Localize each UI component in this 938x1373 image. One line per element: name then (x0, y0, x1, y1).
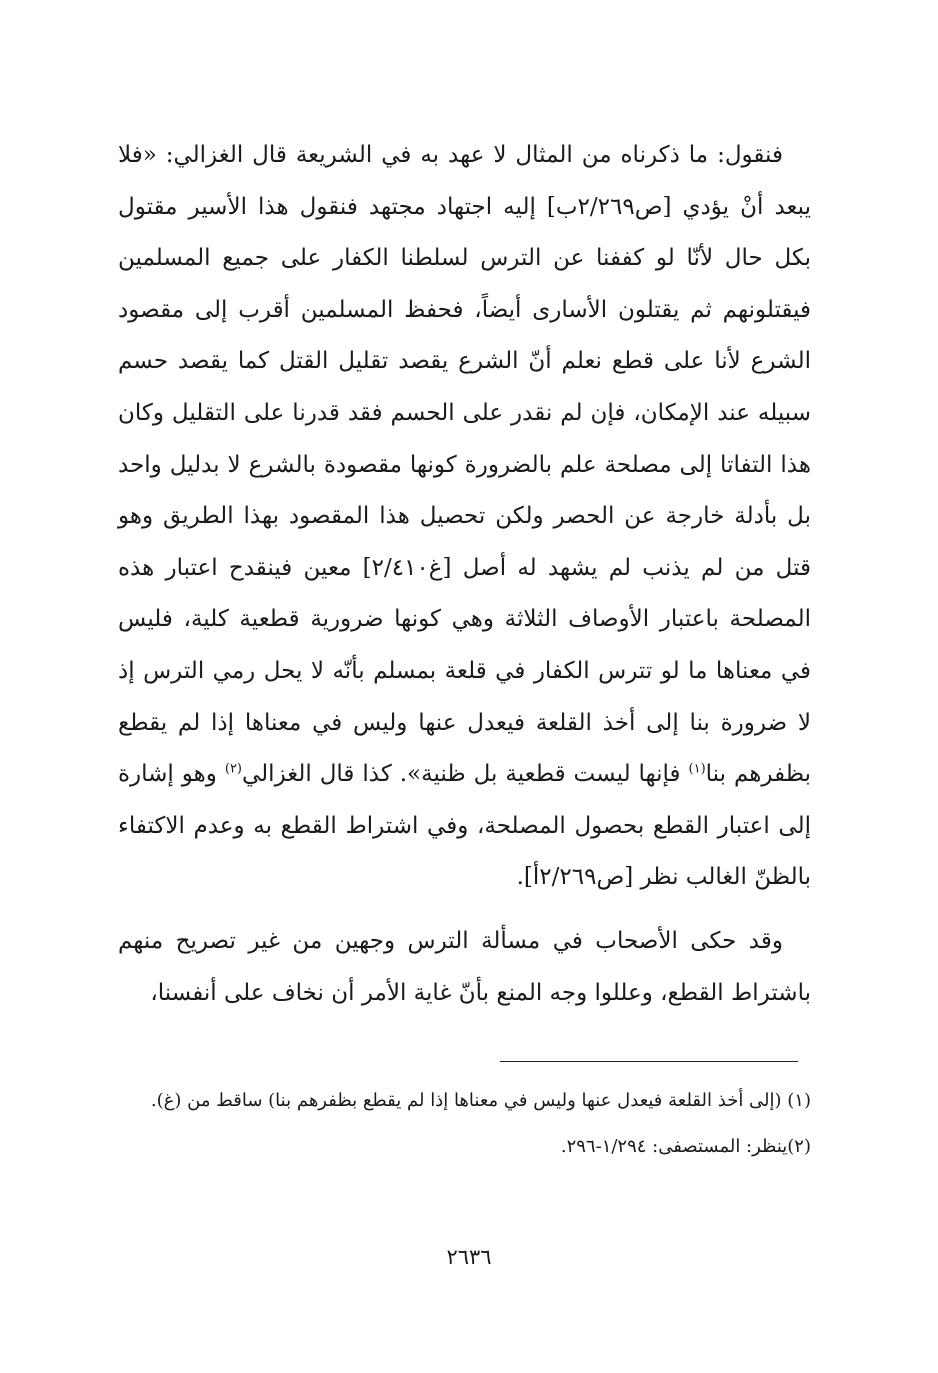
footnote-ref-2: (٢) (224, 761, 242, 777)
footnote-divider (500, 1061, 798, 1062)
footnote-1: (١) (إلى أخذ القلعة فيعدل عنها وليس في معناها إذا لم يقطع بظفرهم بنا) ساقط من (غ). (150, 1090, 811, 1111)
paragraph-2: وقد حكى الأصحاب في مسألة الترس وجهين من غير تصريح منهم باشتراط القطع، وعللوا وجه المنع بأنّ غاية الأمر أن نخاف على أنفسنا، (118, 927, 811, 1006)
paragraph-1-end-text: وهو إشارة إلى اعتبار القطع بحصول المصلحة، وفي اشتراط القطع به وعدم الاكتفاء بالظنّ الغالب نظر [ص٢/٢٦٩أ]. (118, 761, 811, 891)
footnote-ref-1: (١) (688, 761, 706, 777)
footnote-2: (٢)ينظر: المستصفى: ١/٢٩٤-٢٩٦. (560, 1136, 811, 1157)
paragraph-1 (118, 130, 811, 904)
page-number: ٢٦٣٦ (446, 1245, 492, 1269)
footnotes (118, 1084, 811, 1164)
paragraph-1-text: فنقول: ما ذكرناه من المثال لا عهد به في الشريعة قال الغزالي: «فلا يبعد أنْ يؤدي [ص٢/٢٦٩ب] إليه اجتهاد مجتهد فنقول هذا الأسير مقتول بكل حال لأنّا لو كففنا عن الترس لسلطنا الكفار على جميع المسلمين فيقتلونهم ثم يقتلون الأسارى أيضاً، فحفظ المسلمين أقرب إلى مقصود الشرع لأنا على قطع نعلم أنّ الشرع يقصد تقليل القتل كما يقصد حسم سبيله عند الإمكان، فإن لم نقدر على الحسم فقد قدرنا على التقليل وكان هذا التفاتا إلى مصلحة علم بالضرورة كونها مقصودة بالشرع لا بدليل واحد بل بأدلة خارجة عن الحصر ولكن تحصيل هذا المقصود بهذا الطريق وهو قتل من لم يذنب لم يشهد له أصل [غ٢/٤١٠] معين فينقدح اعتبار هذه المصلحة باعتبار الأوصاف الثلاثة وهي كونها ضرورية قطعية كلية، فليس في معناها ما لو تترس الكفار في قلعة بمسلم بأنّه لا يحل رمي الترس إذ لا ضرورة بنا إلى أخذ القلعة فيعدل عنها وليس في معناها إذا لم يقطع بظفرهم بنا (118, 142, 812, 788)
main-text (118, 130, 811, 1019)
paragraph-1-mid-text: فإنها ليست قطعية بل ظنية». كذا قال الغزالي (242, 761, 689, 788)
